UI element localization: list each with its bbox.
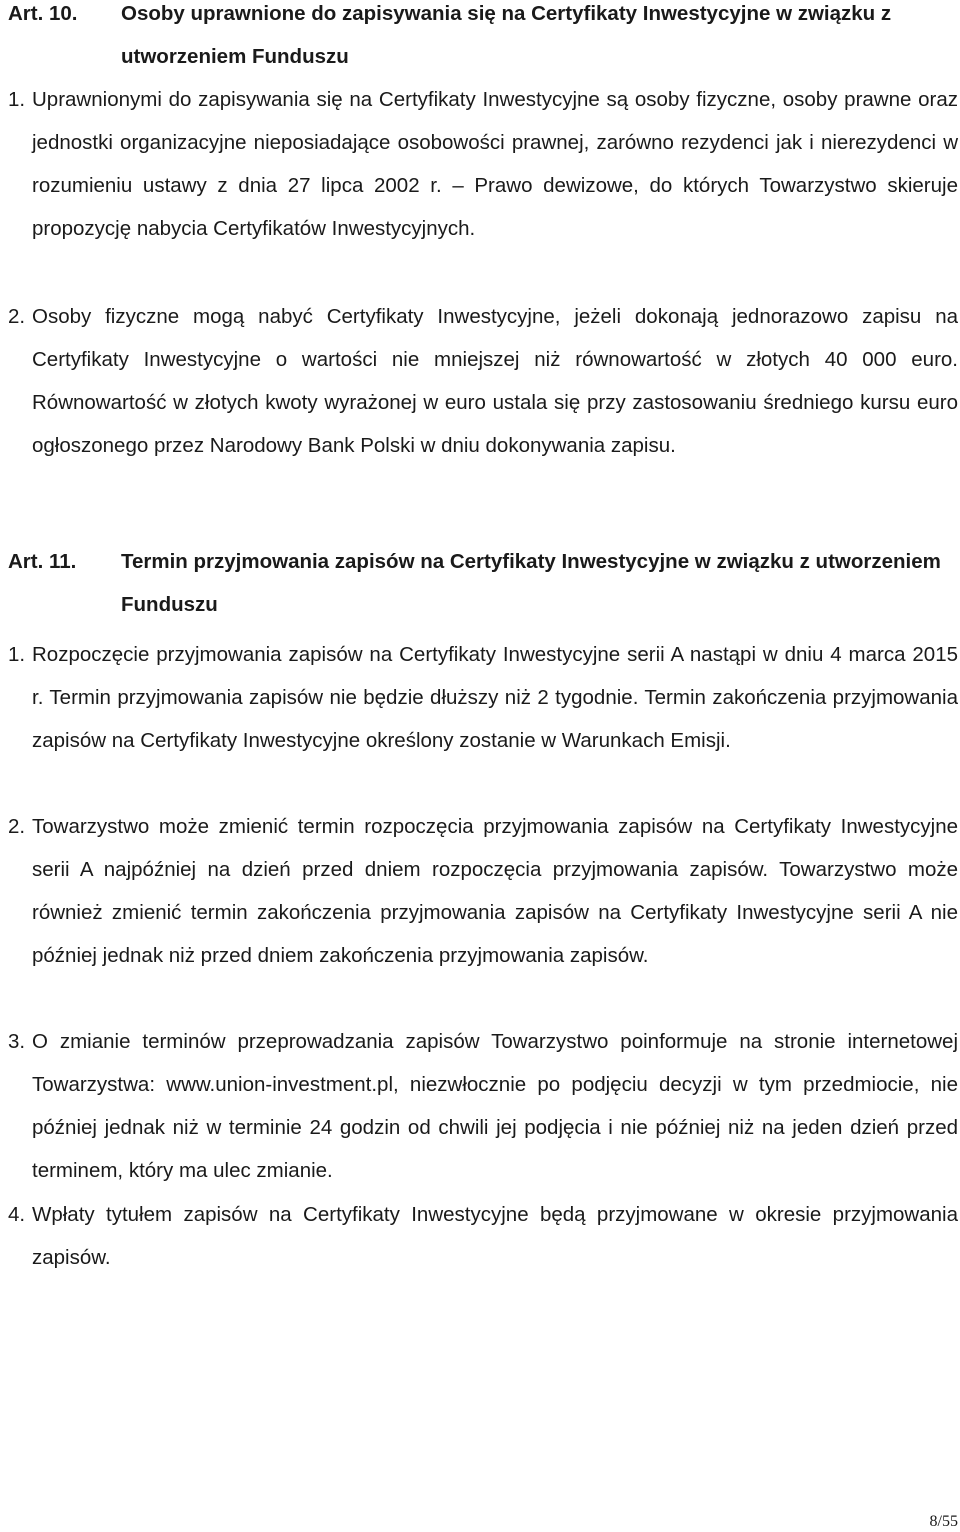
- article-11-paragraph-4: [8, 1193, 958, 1279]
- article-10-paragraph-2: [8, 295, 958, 467]
- paragraph-number: 2.: [8, 305, 26, 328]
- paragraph-text: Rozpoczęcie przyjmowania zapisów na Certyfikaty Inwestycyjne serii A nastąpi w dniu 4 marca 2015 r. Termin przyjmowania zapisów nie będzie dłuższy niż 2 tygodnie. Termin zakończenia przyjmowania zapisów na Certyfikaty Inwestycyjne określony zostanie w Warunkach Emisji.: [32, 643, 958, 752]
- article-11-paragraph-3: [8, 1020, 958, 1192]
- paragraph-text: Uprawnionymi do zapisywania się na Certyfikaty Inwestycyjne są osoby fizyczne, osoby prawne oraz jednostki organizacyjne nieposiadające osobowości prawnej, zarówno rezydenci jak i nierezydenci w rozumieniu ustawy z dnia 27 lipca 2002 r. – Prawo dewizowe, do których Towarzystwo skieruje propozycję nabycia Certyfikatów Inwestycyjnych.: [32, 88, 958, 240]
- paragraph-text: Osoby fizyczne mogą nabyć Certyfikaty Inwestycyjne, jeżeli dokonają jednorazowo zapisu na Certyfikaty Inwestycyjne o wartości nie mniejszej niż równowartość w złotych 40 000 euro. Równowartość w złotych kwoty wyrażonej w euro ustala się przy zastosowaniu średniego kursu euro ogłoszonego przez Narodowy Bank Polski w dniu dokonywania zapisu.: [32, 305, 958, 457]
- paragraph-number: 4.: [8, 1203, 26, 1226]
- page-number: 8/55: [929, 1513, 958, 1530]
- article-10-title: Osoby uprawnione do zapisywania się na Certyfikaty Inwestycyjne w związku z utworzeniem Funduszu: [121, 2, 892, 68]
- paragraph-number: 3.: [8, 1030, 26, 1053]
- paragraph-text: Towarzystwo może zmienić termin rozpoczęcia przyjmowania zapisów na Certyfikaty Inwestycyjne serii A najpóźniej na dzień przed dniem rozpoczęcia przyjmowania zapisów. Towarzystwo może również zmienić termin zakończenia przyjmowania zapisów na Certyfikaty Inwestycyjne serii A nie później jednak niż przed dniem zakończenia przyjmowania zapisów.: [32, 815, 958, 967]
- paragraph-text: Wpłaty tytułem zapisów na Certyfikaty Inwestycyjne będą przyjmowane w okresie przyjmowania zapisów.: [32, 1203, 958, 1269]
- paragraph-number: 1.: [8, 643, 26, 666]
- paragraph-number: 1.: [8, 88, 26, 111]
- article-11-paragraph-2: [8, 805, 958, 977]
- article-10-number: Art. 10.: [8, 2, 78, 25]
- article-11-number: Art. 11.: [8, 550, 77, 573]
- article-11-paragraph-1: [8, 633, 958, 762]
- article-10-paragraph-1: [8, 78, 958, 250]
- paragraph-text: O zmianie terminów przeprowadzania zapisów Towarzystwo poinformuje na stronie internetowej Towarzystwa: www.union-investment.pl, niezwłocznie po podjęciu decyzji w tym przedmiocie, nie później jednak niż w terminie 24 godzin od chwili jej podjęcia i nie później niż na jeden dzień przed terminem, który ma ulec zmianie.: [32, 1030, 958, 1182]
- article-11-title: Termin przyjmowania zapisów na Certyfikaty Inwestycyjne w związku z utworzeniem Funduszu: [121, 550, 941, 616]
- paragraph-number: 2.: [8, 815, 26, 838]
